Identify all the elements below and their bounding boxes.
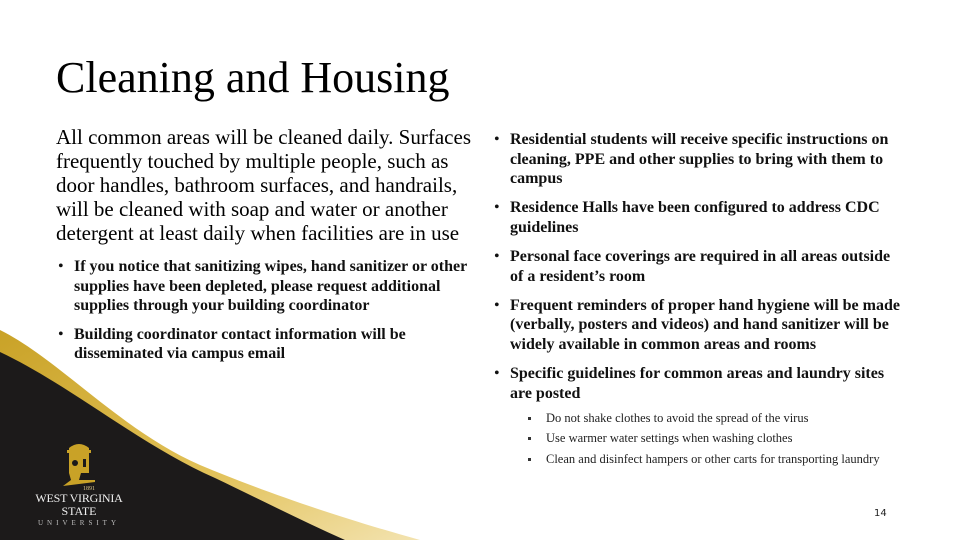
university-logo (24, 440, 134, 536)
bullet-icon: • (494, 247, 500, 265)
clock-tower-icon (59, 440, 99, 488)
founding-year: 1891 (83, 486, 95, 492)
lead-paragraph: All common areas will be cleaned daily. Surfaces frequently touched by multiple people, such as door handles, bathroom surfaces, and handrails, will be cleaned with soap and water or another detergent at least daily when facilities are in use (56, 125, 471, 245)
bullet-icon: • (58, 325, 64, 343)
square-bullet-icon (528, 437, 531, 440)
page-number: 14 (874, 508, 887, 519)
list-item: • If you notice that sanitizing wipes, hand sanitizer or other supplies have been depleted, please request additional supplies through your building coordinator (58, 258, 467, 315)
slide-title: Cleaning and Housing (56, 53, 450, 102)
sub-list-item: Use warmer water settings when washing clothes (528, 431, 902, 447)
right-column (492, 130, 902, 472)
bullet-icon: • (494, 199, 500, 217)
sub-list-item: Clean and disinfect hampers or other carts for transporting laundry (528, 452, 902, 468)
sub-list-item: Do not shake clothes to avoid the spread of the virus (528, 411, 902, 427)
list-item: • Personal face coverings are required in all areas outside of a resident’s room (494, 247, 891, 285)
list-item: • Building coordinator contact information will be disseminated via campus email (58, 325, 406, 363)
list-item: • Specific guidelines for common areas and laundry sites are posted (494, 364, 885, 402)
left-bullet-list (56, 257, 476, 364)
logo-line-1: WEST VIRGINIA (35, 491, 123, 505)
left-column (56, 125, 476, 373)
square-bullet-icon (528, 417, 531, 420)
bullet-icon: • (58, 258, 64, 275)
bullet-icon: • (494, 131, 500, 148)
square-bullet-icon (528, 458, 531, 461)
logo-line-3: UNIVERSITY (38, 519, 120, 527)
right-bullet-list (492, 130, 902, 403)
list-item: • Frequent reminders of proper hand hygiene will be made (verbally, posters and videos) and hand sanitizer will be widely available in common areas and rooms (494, 296, 900, 353)
logo-line-2: STATE (61, 504, 97, 518)
list-item: • Residential students will receive specific instructions on cleaning, PPE and other supplies to bring with them to campus (494, 131, 889, 188)
bullet-icon: • (494, 364, 500, 382)
laundry-sub-list (492, 411, 902, 468)
bullet-icon: • (494, 296, 500, 314)
list-item: • Residence Halls have been configured to address CDC guidelines (494, 199, 880, 236)
